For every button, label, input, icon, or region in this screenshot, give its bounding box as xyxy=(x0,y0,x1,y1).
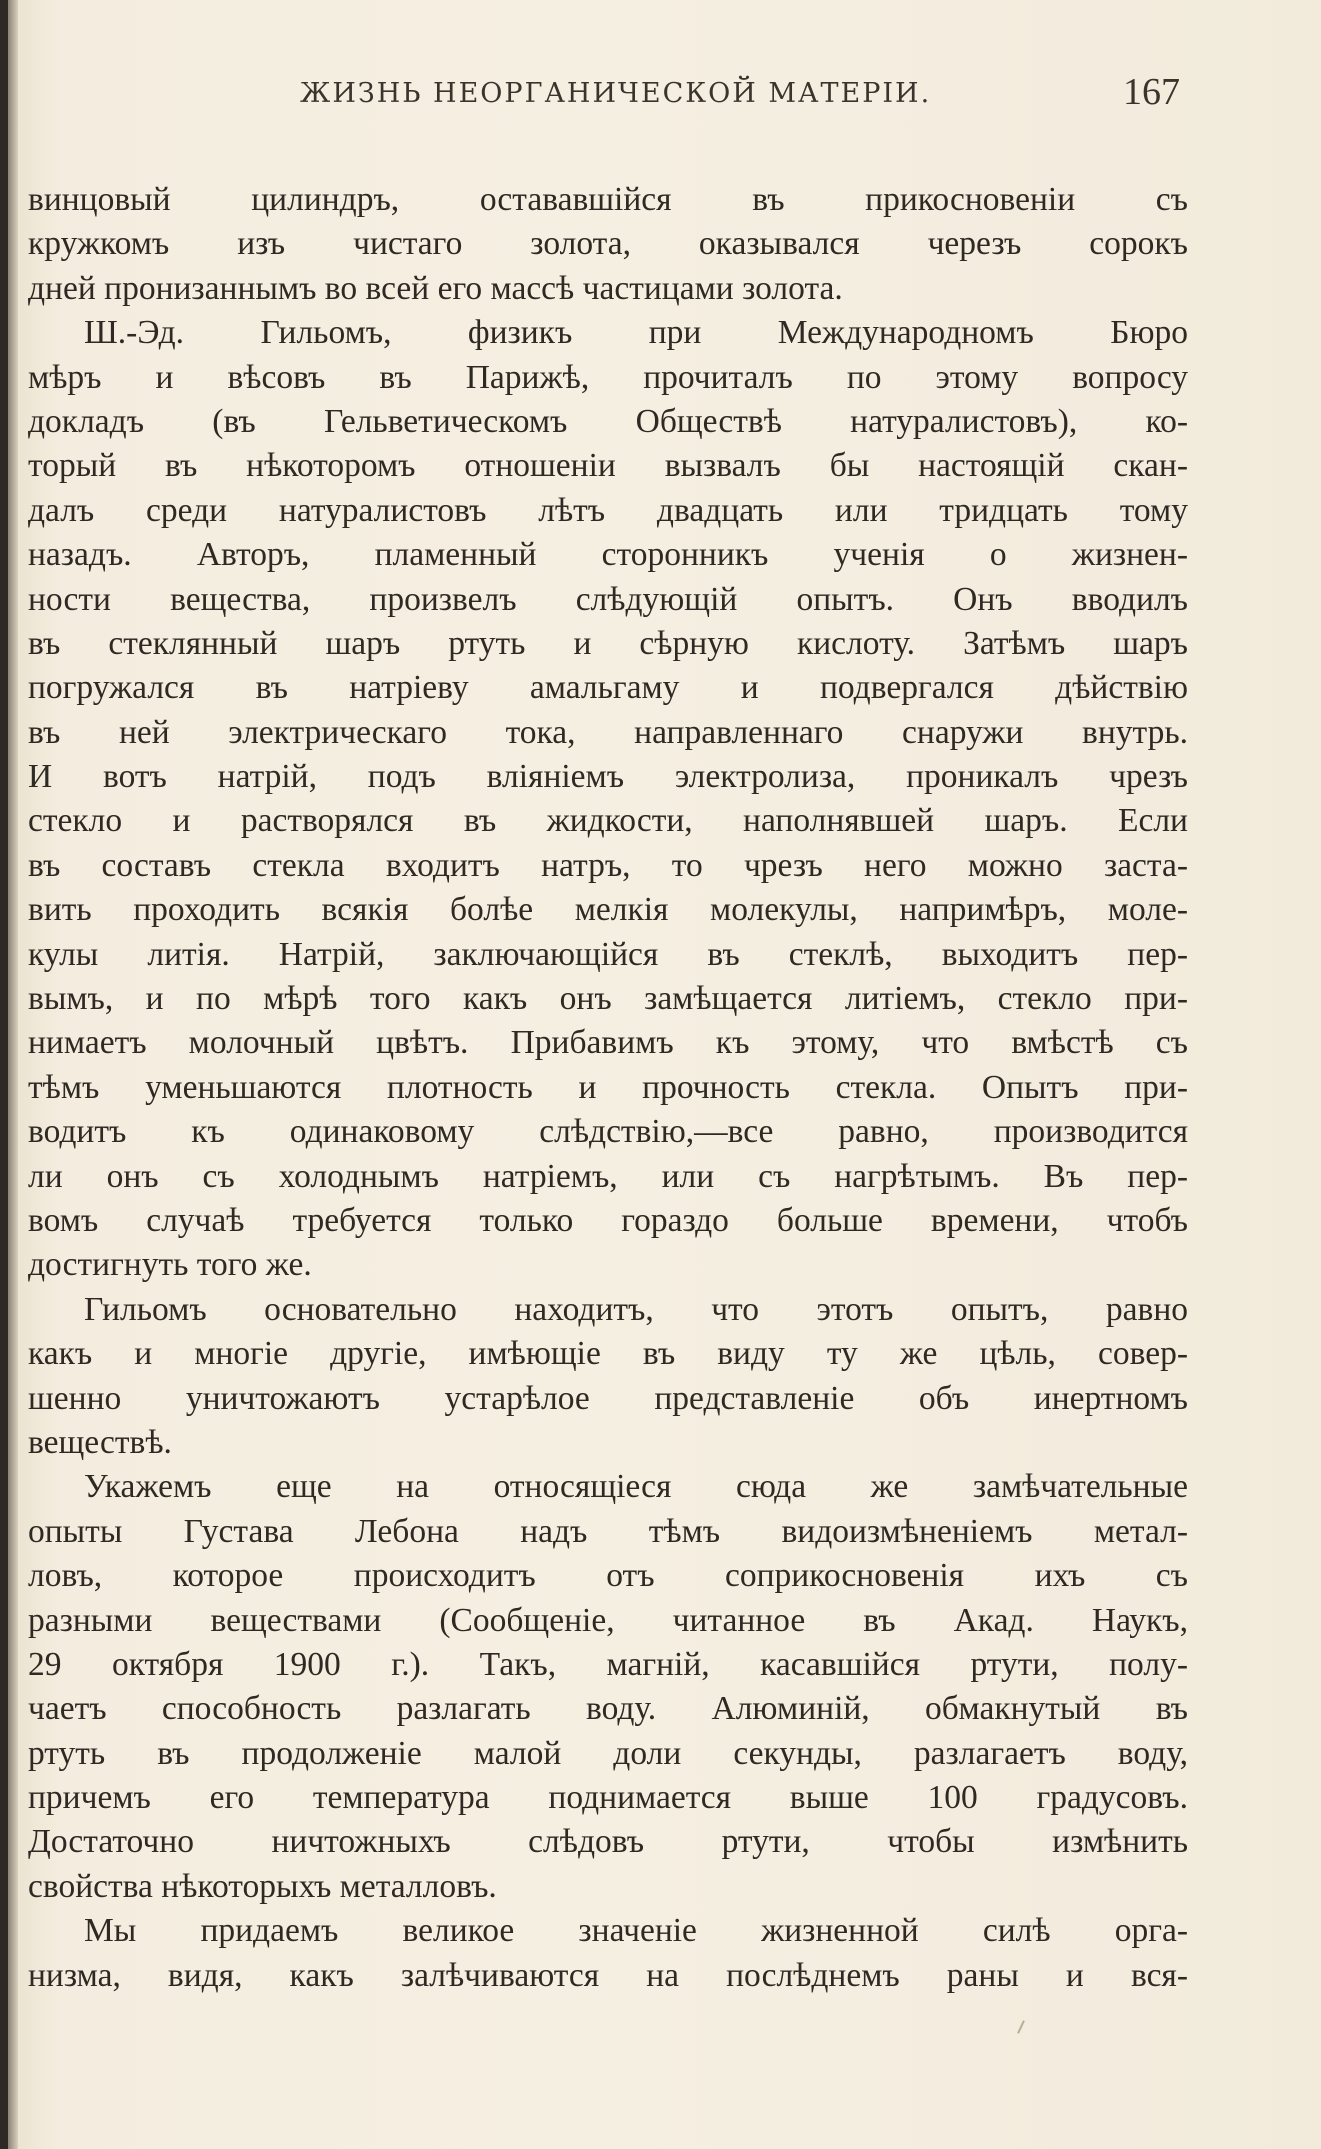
text-line: погружался въ натріеву амальгаму и подвергался дѣйствію xyxy=(28,669,1188,707)
text-line: нимаетъ молочный цвѣтъ. Прибавимъ къ этому, что вмѣстѣ съ xyxy=(28,1024,1188,1062)
text-line: Достаточно ничтожныхъ слѣдовъ ртути, чтобы измѣнить xyxy=(28,1823,1188,1861)
page-number: 167 xyxy=(1123,71,1180,113)
text-line: вомъ случаѣ требуется только гораздо больше времени, чтобъ xyxy=(28,1201,1188,1239)
text-line: Гильомъ основательно находитъ, что этотъ опытъ, равно xyxy=(84,1290,1188,1328)
text-line: Ш.-Эд. Гильомъ, физикъ при Международномъ Бюро xyxy=(84,314,1188,352)
text-line: шенно уничтожаютъ устарѣлое представленіе объ инертномъ xyxy=(28,1379,1188,1417)
text-line: въ составъ стекла входитъ натръ, то чрезъ него можно заста- xyxy=(28,846,1188,884)
text-line: 29 октября 1900 г.). Такъ, магній, касавшійся ртути, полу- xyxy=(28,1645,1188,1683)
text-line: чаетъ способность разлагать воду. Алюминій, обмакнутый въ xyxy=(28,1690,1188,1728)
text-line: низма, видя, какъ залѣчиваются на послѣднемъ раны и вся- xyxy=(28,1956,1188,1994)
text-line: Укажемъ еще на относящіеся сюда же замѣчательные xyxy=(84,1468,1188,1506)
text-line: дней пронизаннымъ во всей его массѣ частицами золота. xyxy=(28,269,843,307)
text-line: ловъ, которое происходитъ отъ соприкосновенія ихъ съ xyxy=(28,1557,1188,1595)
text-line: водитъ къ одинаковому слѣдствію,—все равно, производится xyxy=(28,1113,1188,1151)
text-line: торый въ нѣкоторомъ отношеніи вызвалъ бы настоящій скан- xyxy=(28,447,1188,485)
text-line: ли онъ съ холоднымъ натріемъ, или съ нагрѣтымъ. Въ пер- xyxy=(28,1157,1188,1195)
text-line: назадъ. Авторъ, пламенный сторонникъ ученія о жизнен- xyxy=(28,536,1188,574)
text-line: въ стеклянный шаръ ртуть и сѣрную кислоту. Затѣмъ шаръ xyxy=(28,624,1188,662)
text-line: винцовый цилиндръ, остававшійся въ прикосновеніи съ xyxy=(28,181,1188,218)
running-title: ЖИЗНЬ НЕОРГАНИЧЕСКОЙ МАТЕРІИ. xyxy=(300,78,932,109)
text-line: опыты Густава Лебона надъ тѣмъ видоизмѣненіемъ метал- xyxy=(28,1512,1188,1550)
text-line: вить проходить всякія болѣе мелкія молекулы, напримѣръ, моле- xyxy=(28,891,1188,929)
paper-speck xyxy=(1017,2020,1025,2034)
text-line: свойства нѣкоторыхъ металловъ. xyxy=(28,1867,497,1905)
text-line: достигнуть того же. xyxy=(28,1246,312,1284)
text-line: Мы придаемъ великое значеніе жизненной силѣ орга- xyxy=(84,1912,1188,1950)
text-line: ртуть въ продолженіе малой доли секунды, разлагаетъ воду, xyxy=(28,1734,1188,1772)
binding-edge xyxy=(0,0,8,2149)
text-line: стекло и растворялся въ жидкости, наполнявшей шаръ. Если xyxy=(28,802,1188,840)
binding-shadow xyxy=(8,0,18,2149)
text-line: въ ней электрическаго тока, направленнаго снаружи внутрь. xyxy=(28,713,1188,751)
text-line: кружкомъ изъ чистаго золота, оказывался черезъ сорокъ xyxy=(28,225,1188,263)
text-line: причемъ его температура поднимается выше 100 градусовъ. xyxy=(28,1779,1188,1817)
text-line: мѣръ и вѣсовъ въ Парижѣ, прочиталъ по этому вопросу xyxy=(28,358,1188,396)
text-line: какъ и многіе другіе, имѣющіе въ виду ту же цѣль, совер- xyxy=(28,1335,1188,1373)
text-line: тѣмъ уменьшаются плотность и прочность стекла. Опытъ при- xyxy=(28,1068,1188,1106)
text-line: далъ среди натуралистовъ лѣтъ двадцать или тридцать тому xyxy=(28,491,1188,529)
text-line: кулы литія. Натрій, заключающійся въ стеклѣ, выходитъ пер- xyxy=(28,935,1188,973)
text-line: ности вещества, произвелъ слѣдующій опытъ. Онъ вводилъ xyxy=(28,580,1188,618)
text-line: вымъ, и по мѣрѣ того какъ онъ замѣщается литіемъ, стекло при- xyxy=(28,980,1188,1018)
text-line: веществѣ. xyxy=(28,1423,172,1461)
body-text xyxy=(28,178,1188,1998)
text-line: И вотъ натрій, подъ вліяніемъ электролиза, проникалъ чрезъ xyxy=(28,758,1188,796)
text-line: разными веществами (Сообщеніе, читанное въ Акад. Наукъ, xyxy=(28,1601,1188,1639)
page-header xyxy=(300,70,1180,120)
text-line: докладъ (въ Гельветическомъ Обществѣ натуралистовъ), ко- xyxy=(28,402,1188,440)
